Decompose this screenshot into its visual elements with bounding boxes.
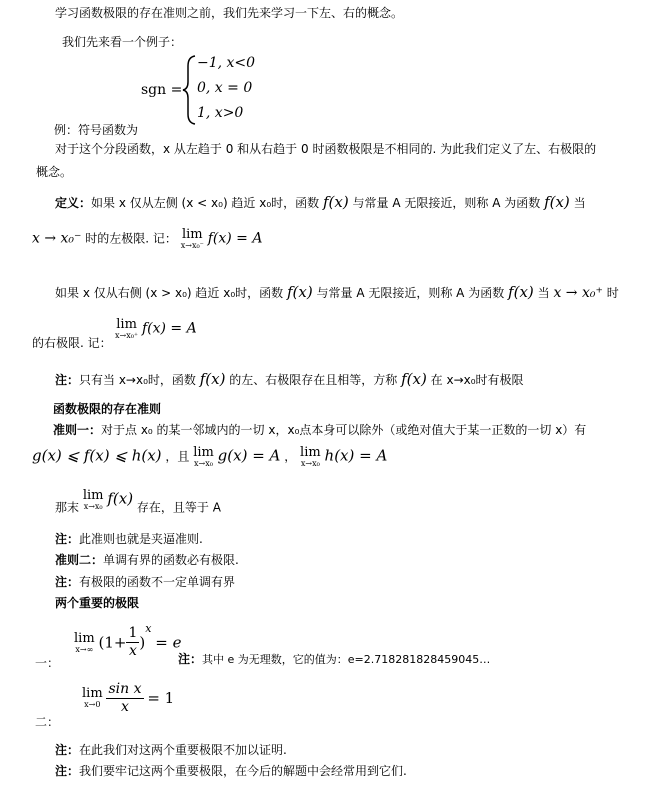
lim-sub: x→∞: [75, 644, 94, 654]
para1-line1: 对于这个分段函数，x 从左趋于 0 和从右趋于 0 时函数极限是不相同的. 为此我们定义了左、右极限的: [55, 142, 597, 156]
lim-block: [82, 687, 103, 709]
note-label: 注：: [55, 575, 80, 589]
def-right-text-b: 与常量 A 无限接近，则称 A 为函数: [316, 286, 505, 300]
lim-word: lim: [193, 445, 214, 460]
lim-sub: x→0: [84, 700, 101, 710]
fraction-numerator: 1: [128, 625, 138, 642]
sgn-case-2: 0, x = 0: [197, 80, 253, 96]
lim-h-rhs: h(x) = A: [324, 446, 388, 465]
rule1-and: ，且: [165, 449, 190, 464]
note1-text-c: 在 x→x₀时有极限: [430, 373, 524, 387]
lim-word: lim: [74, 630, 95, 646]
limit1-prefix: 一：: [35, 656, 60, 670]
note4-text: 在此我们对这两个重要极限不加以证明.: [79, 743, 287, 757]
rule1-then-b: 存在，且等于 A: [136, 500, 221, 515]
note-label: 注：: [55, 373, 80, 387]
note4: [55, 741, 287, 758]
lim-sub: x→x₀: [194, 459, 213, 468]
right-approach: x → x₀⁺: [553, 285, 603, 301]
sgn-case-3: 1, x>0: [197, 105, 244, 121]
def-left-text-b: 与常量 A 无限接近，则称 A 为函数: [352, 196, 541, 210]
rule1-comma: ，: [284, 449, 297, 464]
def-right-line1: [55, 283, 619, 301]
fx-1: f(x): [323, 193, 349, 211]
note1-text-a: 只有当 x→x₀时，函数: [79, 373, 196, 387]
note-label: 注：: [55, 743, 80, 757]
lim-g: [193, 446, 214, 468]
def-right-text-d: 时: [606, 286, 619, 300]
fraction-numerator: sin x: [108, 681, 142, 697]
def-left-text-d: 时的左极限. 记：: [85, 231, 177, 246]
note-label: 注：: [178, 652, 203, 666]
lim-block: [115, 318, 138, 340]
limit1-formula: [74, 622, 182, 659]
squeeze-inequality: g(x) ⩽ f(x) ⩽ h(x): [32, 446, 162, 465]
note2: [55, 530, 203, 547]
lim-sub: x→x₀⁺: [115, 331, 139, 340]
fx-3: f(x): [286, 283, 313, 301]
fx-2: f(x): [544, 193, 570, 211]
fx-4: f(x): [508, 283, 534, 301]
limit2-fraction: [106, 682, 143, 714]
example-caption: 例：符号函数为: [54, 123, 139, 137]
note3-text: 有极限的函数不一定单调有界: [79, 575, 236, 589]
lim-sub: x→x₀: [83, 502, 103, 511]
section-limits-heading: 两个重要的极限: [55, 596, 140, 610]
lim-word: lim: [300, 445, 321, 460]
section-existence-heading: 函数极限的存在准则: [53, 402, 162, 416]
note5-text: 我们要牢记这两个重要极限，在今后的解题中会经常用到它们.: [79, 764, 407, 778]
rule1-line3: [55, 489, 221, 516]
rule2-text: 单调有界的函数必有极限.: [103, 553, 239, 567]
def-label: 定义：: [55, 196, 92, 210]
limit2-eq: = 1: [147, 689, 175, 708]
note5: [55, 762, 407, 779]
def-right-text-a: 如果 x 仅从右侧 (x > x₀) 趋近 x₀时，函数: [55, 286, 284, 300]
note-label: 注：: [55, 764, 80, 778]
note-label: 注：: [55, 532, 80, 546]
limit2-formula: [82, 682, 174, 714]
sgn-formula: [141, 52, 281, 128]
fx-5: f(x): [199, 370, 226, 388]
def-left-text-a: 如果 x 仅从左侧 (x < x₀) 趋近 x₀时，函数: [91, 196, 320, 210]
fraction-denominator: x: [121, 698, 129, 715]
def-right-text-e: 的右极限. 记：: [32, 336, 112, 350]
note1-text-b: 的左、右极限存在且相等，方称: [229, 373, 398, 387]
left-approach: x → x₀⁻: [32, 230, 82, 247]
def-left-text-c: 当: [573, 196, 586, 210]
sgn-lhs: sgn =: [141, 82, 183, 98]
left-limit: [181, 228, 204, 250]
lim-word: lim: [82, 488, 104, 503]
note1: [55, 370, 524, 388]
lim-g-rhs: g(x) = A: [217, 446, 281, 465]
right-limit: [115, 318, 197, 340]
fx-6: f(x): [401, 370, 427, 388]
limit1-fraction: [126, 626, 139, 658]
sgn-case-1: −1, x<0: [197, 55, 256, 71]
limit1-close: ): [139, 633, 146, 652]
lim-f-rhs: f(x): [107, 489, 134, 508]
para1-line2: 概念。: [36, 165, 73, 179]
lim-word: lim: [116, 317, 137, 332]
limit1-eq: = e: [155, 633, 182, 652]
note3: [55, 573, 235, 590]
def-left-line1: [55, 193, 586, 211]
lim-word: lim: [82, 686, 103, 702]
rule1-text: 对于点 x₀ 的某一邻域内的一切 x，x₀点本身可以除外（或绝对值大于某一正数的一切 x）有: [101, 423, 587, 437]
rule1-line2: [32, 446, 387, 468]
limit1-note: [178, 650, 490, 667]
def-right-text-c: 当: [537, 286, 550, 300]
rule2-label: 准则二：: [55, 553, 104, 567]
limit1-open: (1+: [98, 633, 127, 652]
rule1-line1: [53, 421, 586, 438]
left-brace-icon: [182, 54, 198, 126]
note2-text: 此准则也就是夹逼准则.: [79, 532, 203, 546]
limit1-note-text: 其中 e 为无理数，它的值为：e=2.718281828459045…: [202, 653, 491, 666]
limit2-prefix: 二：: [35, 715, 60, 729]
lim-sub: x→x₀: [300, 459, 320, 468]
intro-text: 学习函数极限的存在准则之前，我们先来学习一下左、右的概念。: [55, 6, 404, 20]
rule1-then-a: 那末: [55, 500, 80, 515]
left-limit-rhs: f(x) = A: [207, 230, 263, 247]
right-limit-rhs: f(x) = A: [141, 320, 197, 337]
limit1-exponent: x: [145, 622, 152, 635]
lim-word: lim: [181, 227, 203, 242]
fraction-denominator: x: [128, 643, 137, 659]
lim-f: [83, 489, 104, 511]
lim-h: [300, 446, 321, 468]
rule1-label: 准则一：: [53, 423, 102, 437]
rule2: [55, 551, 239, 568]
def-left-line2: [32, 228, 262, 250]
lim-sub: x→x₀⁻: [180, 241, 204, 250]
lim-block: [74, 632, 95, 654]
example-intro: 我们先来看一个例子：: [62, 35, 183, 49]
